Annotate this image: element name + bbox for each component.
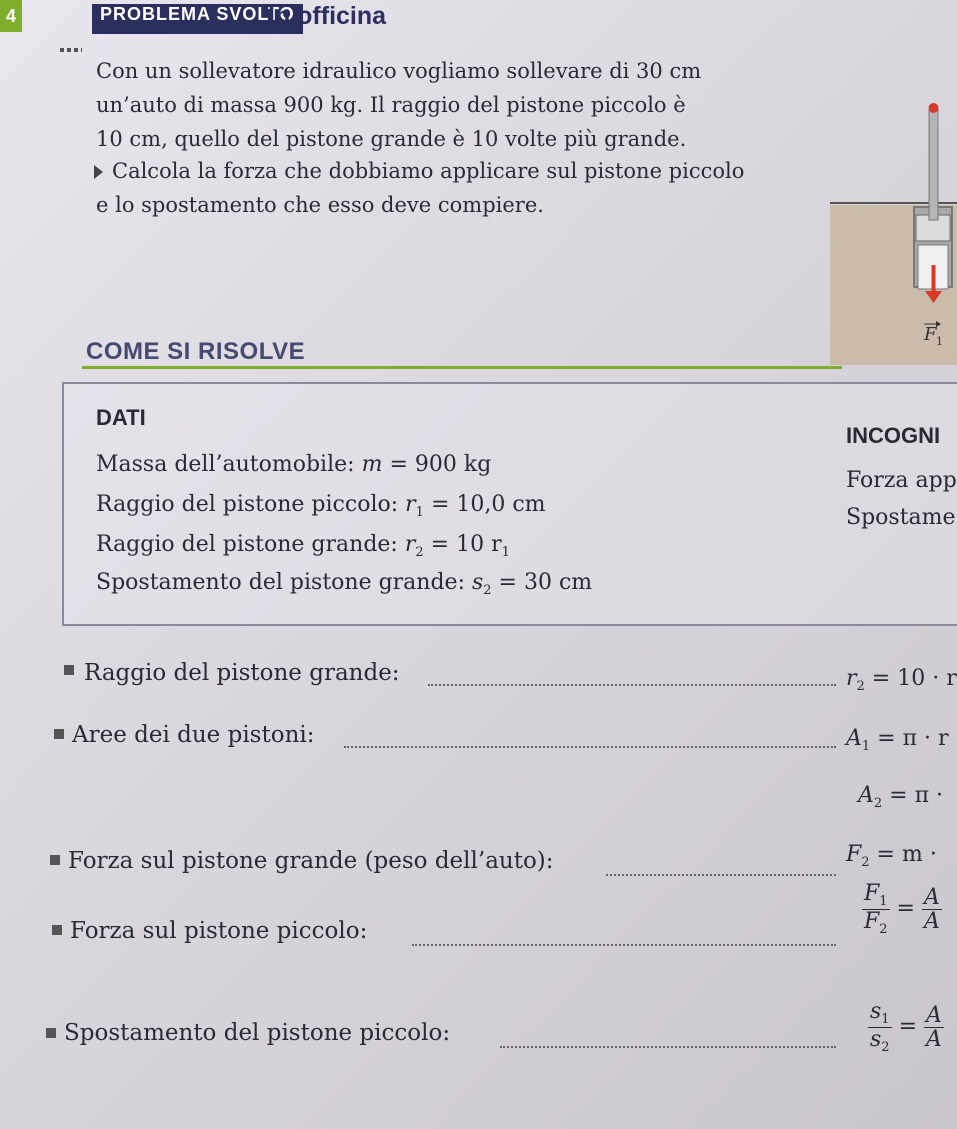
unknown-item-displacement: Spostame <box>846 505 956 530</box>
problem-text-line-2: un’auto di massa 900 kg. Il raggio del pistone piccolo è <box>96 93 686 117</box>
data-row-mass: Massa dell’automobile: m = 900 kg <box>96 452 492 477</box>
hydraulic-piston-diagram <box>830 95 957 365</box>
dotted-leader <box>606 874 836 876</box>
problem-tag: PROBLEMA SVOLTO <box>92 4 303 34</box>
dotted-leader <box>428 684 836 686</box>
formula-a1: $A_1 = \pi \cdot r$ <box>846 726 949 754</box>
problem-number: 4 <box>0 0 22 32</box>
formula-f-ratio: $\frac{F_1}{F_2}$ = $\frac{A}{A}$ <box>864 881 940 937</box>
dotted-leader <box>344 746 836 748</box>
data-row-s2: Spostamento del pistone grande: $s_2 = 30$ cm <box>96 570 593 598</box>
bullet-icon <box>46 1028 56 1038</box>
solution-label-s1: Spostamento del pistone piccolo: <box>64 1020 451 1046</box>
bullet-icon <box>54 729 64 739</box>
data-row-r1: Raggio del pistone piccolo: $r_1 = 10,0$ cm <box>96 492 546 520</box>
problem-text-line-1: Con un sollevatore idraulico vogliamo sollevare di 30 cm <box>96 59 702 83</box>
formula-a2: $A_2 = \pi$ · <box>858 783 944 811</box>
bullet-icon <box>64 665 74 675</box>
problem-text-line-3: 10 cm, quello del pistone grande è 10 volte più grande. <box>96 127 687 151</box>
data-heading: DATI <box>96 405 146 430</box>
bullet-icon <box>52 925 62 935</box>
solution-label-f1: Forza sul pistone piccolo: <box>70 918 368 944</box>
formula-s-ratio: $\frac{s_1}{s_2}$ = $\frac{A}{A}$ <box>870 999 942 1055</box>
task-text-line-1: Calcola la forza che dobbiamo applicare sul pistone piccolo <box>112 159 745 183</box>
force-label: F <box>924 324 937 345</box>
data-row-r2: Raggio del pistone grande: $r_2 = 10$ $r_1$ <box>96 532 510 560</box>
task-text-line-2: e lo spostamento che esso deve compiere. <box>96 193 544 217</box>
decorative-dots <box>60 48 82 52</box>
unknown-item-force: Forza app <box>846 468 957 493</box>
unknowns-heading: INCOGNI <box>846 423 941 448</box>
force-label-sub: 1 <box>936 335 943 348</box>
dotted-leader <box>500 1046 836 1048</box>
problem-title: In officina <box>268 2 387 30</box>
task-arrow-icon <box>94 165 103 179</box>
solution-label-f2: Forza sul pistone grande (peso dell’auto): <box>68 848 554 874</box>
dotted-leader <box>412 944 836 946</box>
section-heading-how-to-solve: COME SI RISOLVE <box>86 338 306 365</box>
section-rule <box>82 366 842 369</box>
bullet-icon <box>50 855 60 865</box>
solution-label-r2: Raggio del pistone grande: <box>84 660 400 686</box>
solution-label-areas: Aree dei due pistoni: <box>72 722 315 748</box>
formula-f2: $F_2 = m$ · <box>846 842 937 870</box>
formula-r2: $r_2 = 10 \cdot r$ <box>846 666 957 694</box>
